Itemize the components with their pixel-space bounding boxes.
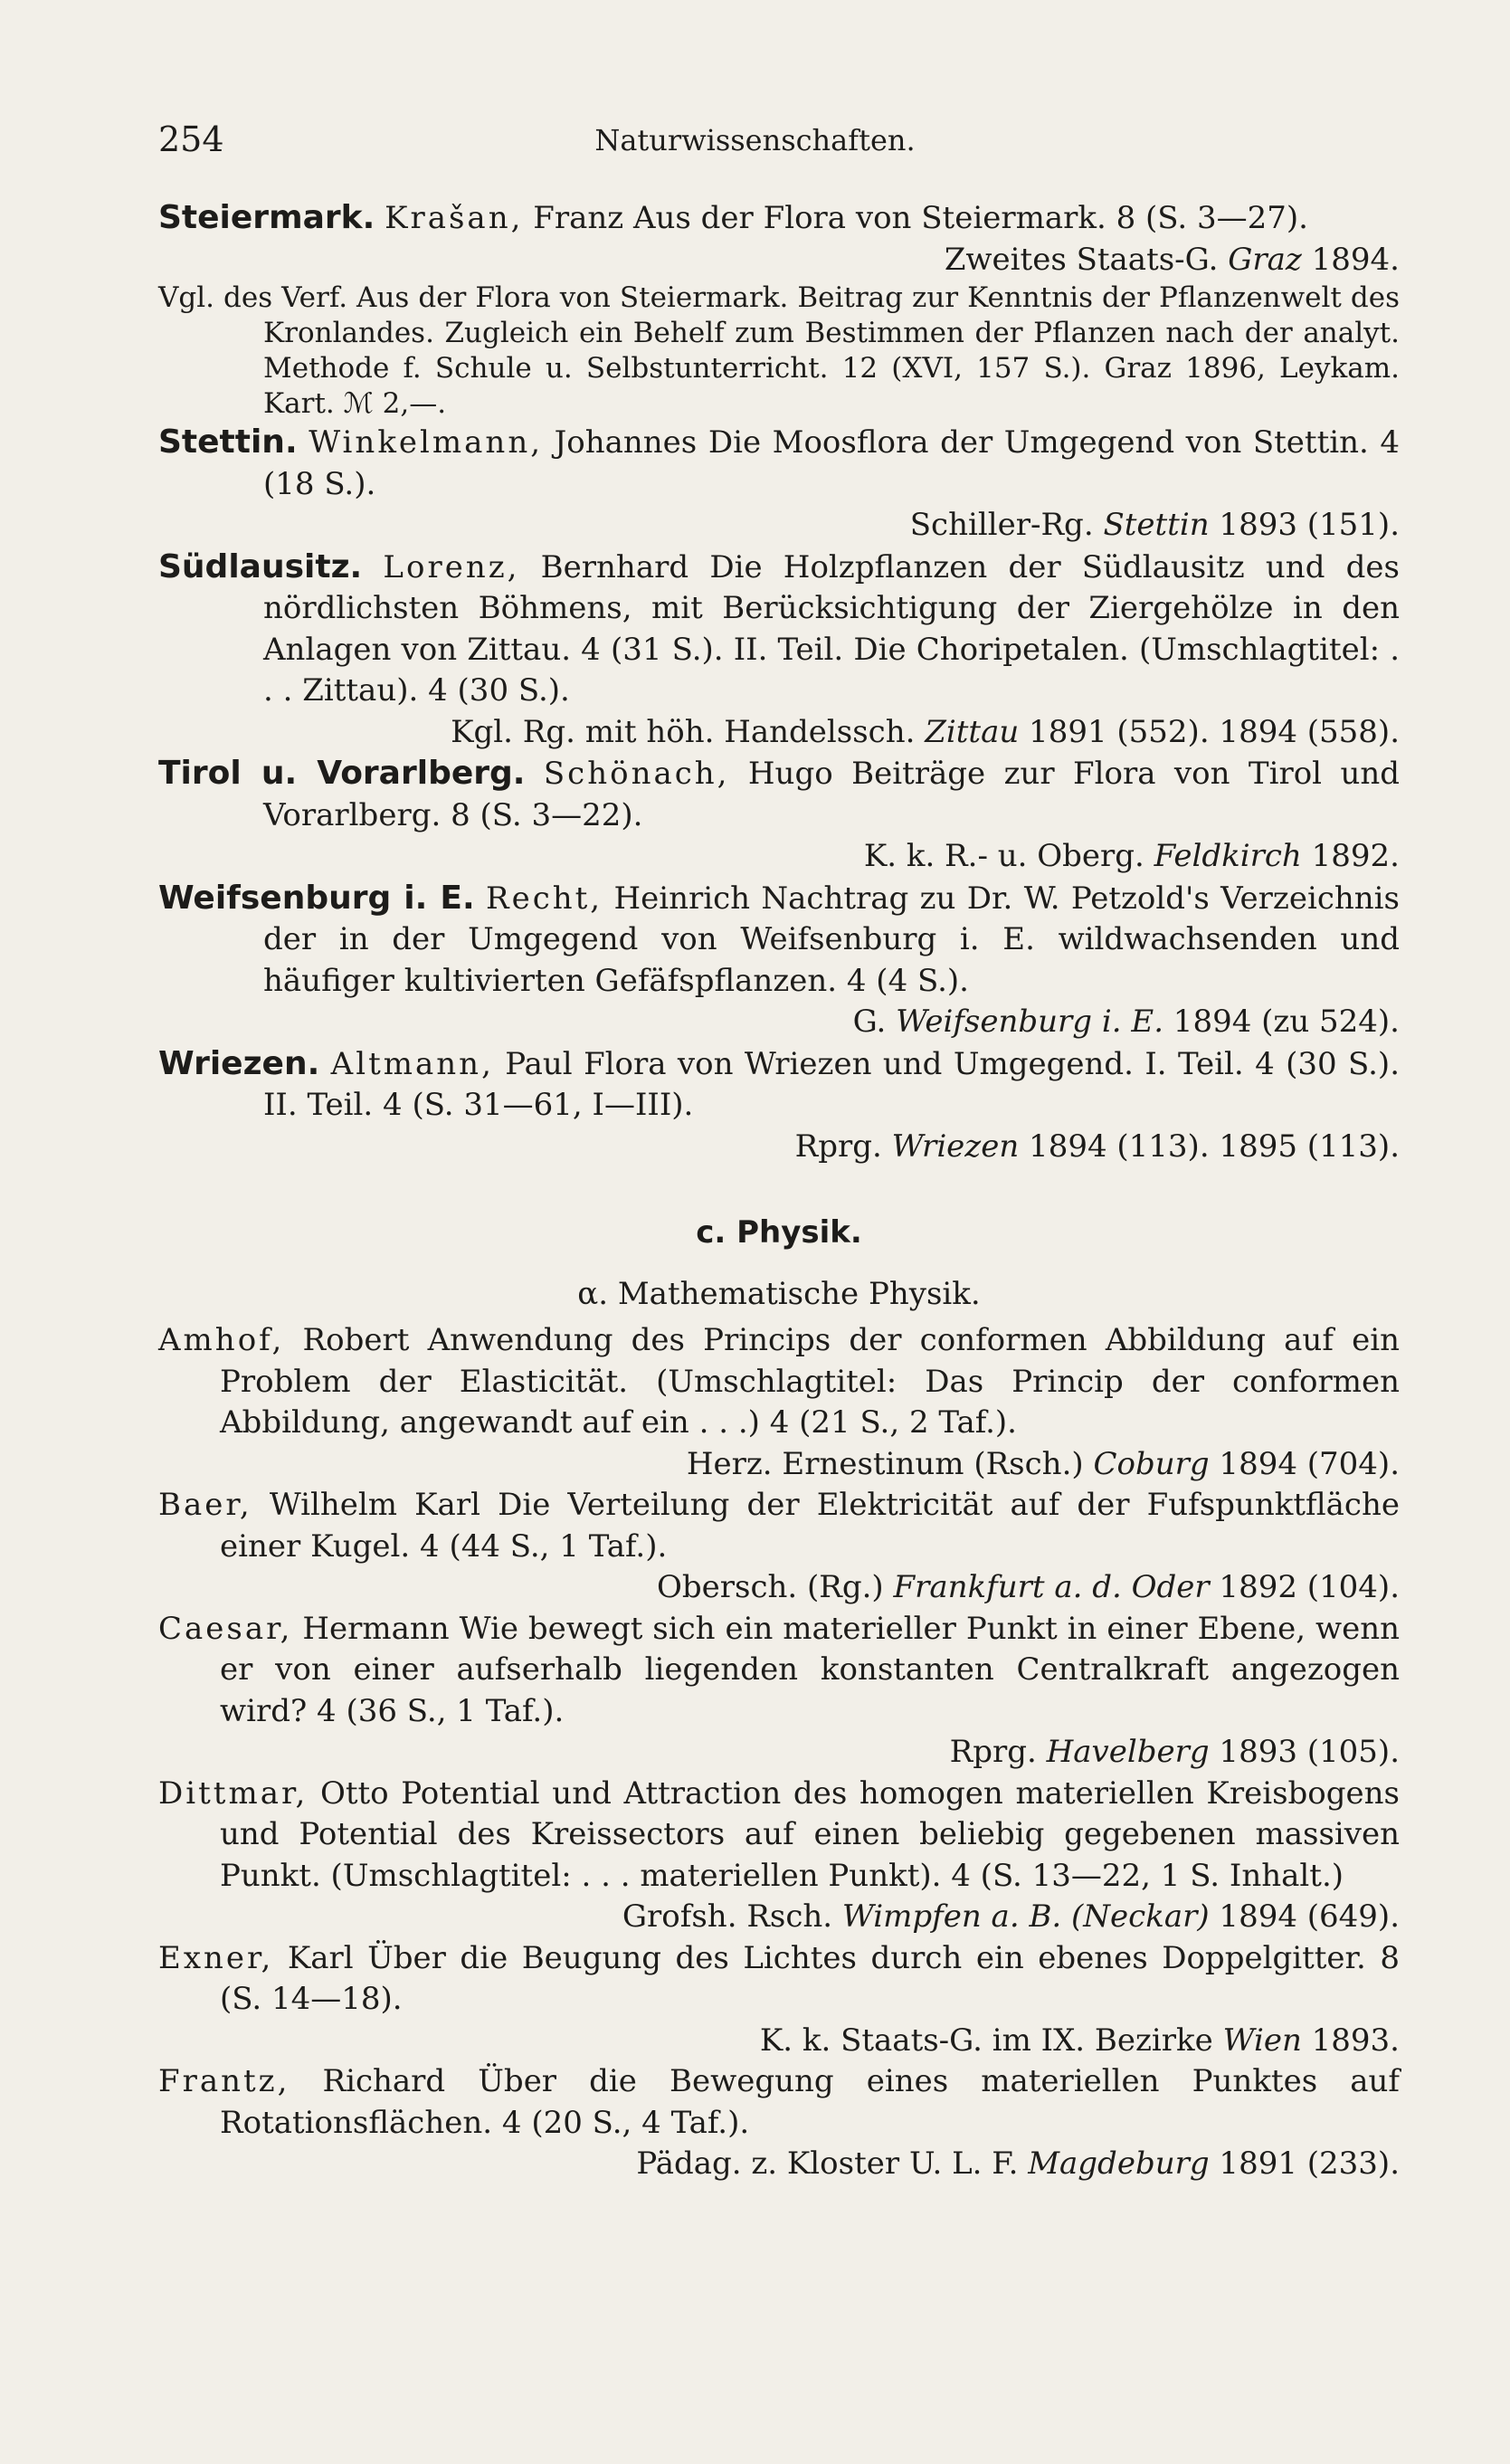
publisher: Schiller-Rg. [909,507,1104,543]
entry-text: Johannes Die Moosflora der Umgegend von Stettin. 4 (18 S.). [263,424,1401,502]
entry-publication [220,1567,1400,1609]
entry-author: Dittmar, [158,1774,309,1812]
subsection-title: α. Mathematische Physik. [577,1275,981,1312]
publication-year: 1892 (104). [1209,1569,1400,1605]
entry-heading: Tirol u. Vorarlberg. [158,755,526,792]
entry-author: Winkelmann, [309,424,544,461]
entry-publication [263,505,1400,547]
publication-year: 1893 (151). [1209,507,1400,543]
entry-text: Bernhard Die Holzpflanzen der Südlausitz und des nördlichsten Böhmens, mit Berücksichtigung der Ziergehölze in den Anlagen von Zittau. 4 (31 S.). II. Teil. Die Choripetalen. (Umschlagtitel: . . . Zittau). 4 (30 S.). [263,548,1400,709]
publisher: K. k. Staats-G. im IX. Bezirke [759,2022,1223,2059]
entry-author: Baer, [158,1487,252,1523]
entry-author: Exner, [158,1939,274,1976]
entry-heading: Weifsenburg i. E. [158,879,475,917]
entry-publication [263,1127,1400,1168]
entry-author: Schönach, [543,756,730,792]
publisher: Obersch. (Rg.) [656,1569,894,1605]
publication-place: Graz [1228,241,1302,278]
entry-publication [220,1897,1400,1938]
entry-text: Robert Anwendung des Princips der conformen Abbildung auf ein Problem der Elasticität. (Umschlagtitel: Das Princip der conformen Abbildung, angewandt auf ein . . .) 4 (21 S., 2 Taf.). [220,1322,1400,1441]
entry-heading: Südlausitz. [158,547,363,585]
publication-year: 1893 (105). [1209,1734,1400,1770]
entry-publication [220,2144,1400,2185]
entry-publication [263,712,1400,754]
publisher: G. [852,1004,897,1040]
publisher: Herz. Ernestinum (Rsch.) [686,1445,1094,1482]
entry-author: Caesar, [158,1610,293,1647]
bibliography-entry [158,1320,1400,1485]
publication-place: Wriezen [891,1127,1020,1165]
publisher: Rprg. [794,1127,892,1165]
bibliography-entry [158,197,1400,281]
entry-publication [220,1732,1400,1774]
entry-author: Amhof, [158,1322,285,1358]
running-title: Naturwissenschaften. [594,123,916,157]
bibliography-entry [158,1043,1400,1168]
publication-place: Zittau [925,713,1020,750]
entry-text: Karl Über die Beugung des Lichtes durch ein ebenes Doppelgitter. 8 (S. 14—18). [220,1939,1400,2017]
publication-year: 1894. [1301,241,1400,278]
publication-year: 1893. [1301,2022,1400,2059]
entry-author: Frantz, [158,2063,290,2099]
bibliography-entry [158,1774,1400,1938]
entry-text: Otto Potential und Attraction des homogen materiellen Kreisbogens und Potential des Kreissectors auf einen beliebig gegebenen massiven Punkt. (Umschlagtitel: . . . materiellen Punkt). 4 (S. 13—22, 1 S. Inhalt.) [220,1774,1400,1894]
publisher: Kgl. Rg. mit höh. Handelssch. [451,713,926,750]
publisher: Rprg. [949,1734,1047,1770]
entry-publication [263,1002,1400,1043]
entry-text: Vgl. des Verf. Aus der Flora von Steiermark. Beitrag zur Kenntnis der Pflanzenwelt des Kronlandes. Zugleich ein Behelf zum Bestimmen der Pflanzen nach der analyt. Methode f. Schule u. Selbstunterricht. 12 (XVI, 157 S.). Graz 1896, Leykam. Kart. ℳ 2,—. [158,281,1400,420]
page-number: 254 [158,119,224,159]
publisher: Zweites Staats-G. [944,241,1229,278]
publication-place: Magdeburg [1028,2145,1210,2182]
entry-author: Krašan, [385,200,524,236]
publication-place: Havelberg [1046,1734,1210,1770]
section-title: c. Physik. [696,1214,862,1251]
bibliography-entry [158,878,1400,1043]
page-content [158,197,1400,2185]
publisher: K. k. R.- u. Oberg. [863,838,1154,874]
publication-place: Feldkirch [1154,838,1302,874]
publisher: Pädag. z. Kloster U. L. F. [636,2145,1029,2182]
publication-place: Weifsenburg i. E. [896,1004,1163,1040]
entry-author: Recht, [485,880,603,917]
publication-place: Stettin [1103,507,1210,543]
entry-publication [220,1444,1400,1486]
publication-year: 1891 (552). 1894 (558). [1019,713,1400,750]
bibliography-entry [158,281,1400,422]
entry-publication [263,836,1400,878]
publication-year: 1894 (zu 524). [1163,1004,1400,1040]
publication-place: Frankfurt a. d. Oder [893,1569,1210,1605]
publication-year: 1894 (649). [1209,1898,1400,1935]
entry-author: Lorenz, [383,548,520,585]
publication-year: 1894 (113). 1895 (113). [1019,1127,1400,1165]
entry-heading: Steiermark. [158,199,375,236]
entry-text: Paul Flora von Wriezen und Umgegend. I. Teil. 4 (30 S.). II. Teil. 4 (S. 31—61, I—III). [263,1045,1400,1123]
entry-author: Altmann, [330,1045,494,1082]
entry-text: Richard Über die Bewegung eines materiellen Punktes auf Rotationsflächen. 4 (20 S., 4 Taf.). [220,2063,1400,2141]
publication-place: Coburg [1093,1445,1210,1482]
publication-place: Wien [1222,2022,1302,2059]
region-entries [158,197,1400,1167]
entry-text: Wilhelm Karl Die Verteilung der Elektricität auf der Fufspunktfläche einer Kugel. 4 (44 S., 1 Taf.). [220,1487,1400,1565]
entry-text: Hugo Beiträge zur Flora von Tirol und Vorarlberg. 8 (S. 3—22). [263,756,1401,833]
entry-text: Hermann Wie bewegt sich ein materieller Punkt in einer Ebene, wenn er von einer aufserhalb liegenden konstanten Centralkraft angezogen wird? 4 (36 S., 1 Taf.). [220,1610,1400,1729]
publisher: Grofsh. Rsch. [622,1898,842,1935]
bibliography-entry [158,753,1400,878]
publication-year: 1891 (233). [1209,2145,1400,2182]
page-header [158,119,1352,165]
physics-entries [158,1320,1400,2185]
bibliography-entry [158,1485,1400,1609]
publication-year: 1894 (704). [1209,1445,1400,1482]
entry-publication [263,240,1400,281]
entry-heading: Stettin. [158,423,298,461]
entry-publication [220,2021,1400,2062]
entry-heading: Wriezen. [158,1044,320,1082]
bibliography-entry [158,2061,1400,2185]
publication-place: Wimpfen a. B. (Neckar) [841,1898,1210,1935]
bibliography-entry [158,1609,1400,1774]
entry-text: Heinrich Nachtrag zu Dr. W. Petzold's Verzeichnis der in der Umgegend von Weifsenburg i. E. wildwachsenden und häufiger kultivierten Gefäfspflanzen. 4 (4 S.). [263,880,1400,999]
publication-year: 1892. [1301,838,1400,874]
bibliography-entry [158,547,1400,754]
bibliography-entry [158,1938,1400,2062]
bibliography-entry [158,422,1400,547]
entry-text: Franz Aus der Flora von Steiermark. 8 (S. 3—27). [523,200,1308,236]
